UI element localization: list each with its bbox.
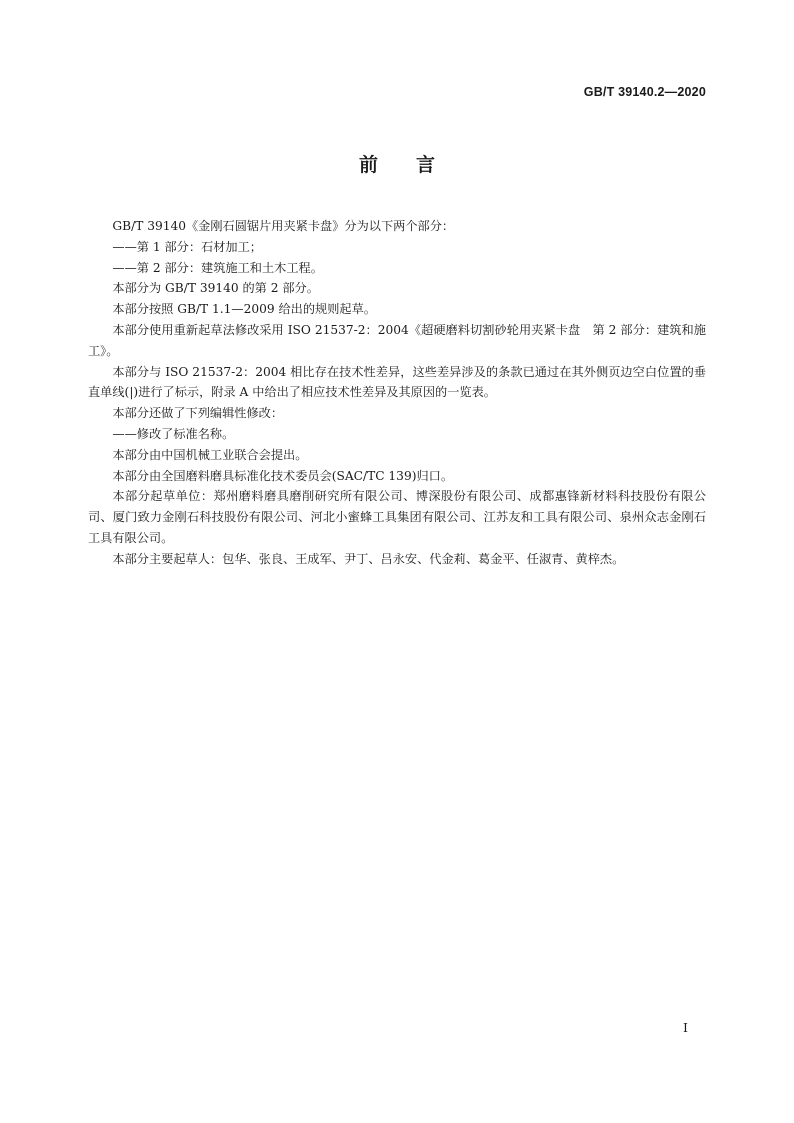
paragraph-main-drafters: 本部分主要起草人：包华、张良、王成军、尹丁、吕永安、代金莉、葛金平、任淑青、黄梓杰。: [112, 551, 625, 566]
paragraph-drafting-rules: 本部分按照 GB/T 1.1—2009 给出的规则起草。: [112, 302, 376, 317]
paragraph-proposed-by: 本部分由中国机械工业联合会提出。: [112, 447, 308, 462]
paragraph-this-part: 本部分为 GB/T 39140 的第 2 部分。: [112, 281, 319, 296]
paragraph-drafting-units: 本部分起草单位：郑州磨料磨具磨削研究所有限公司、博深股份有限公司、成都惠锋新材料科技股份有限公司、厦门致力金刚石科技股份有限公司、河北小蜜蜂工具集团有限公司、江苏友和工具有限公司、泉州众志金刚石工具有限公司。: [88, 489, 706, 545]
paragraph-editorial-changes: 本部分还做了下列编辑性修改：: [112, 406, 284, 421]
paragraph-under-jurisdiction: 本部分由全国磨料磨具标准化技术委员会(SAC/TC 139)归口。: [112, 468, 454, 483]
paragraph-technical-differences: 本部分与 ISO 21537-2：2004 相比存在技术性差异，这些差异涉及的条款已通过在其外侧页边空白位置的垂直单线(|)进行了标示，附录 A 中给出了相应技术性差异及其原因的一览表。: [88, 364, 706, 400]
paragraph-structure-intro: GB/T 39140《金刚石圆锯片用夹紧卡盘》分为以下两个部分：: [112, 219, 455, 233]
paragraph-part-2: ——第 2 部分：建筑施工和土木工程。: [112, 260, 323, 275]
paragraph-title-change: ——修改了标准名称。: [112, 426, 235, 441]
standard-number: GB/T 39140.2—2020: [583, 85, 706, 99]
foreword-body: [88, 216, 706, 570]
page-number: I: [683, 1020, 688, 1035]
page-title: 前言: [358, 154, 473, 176]
paragraph-part-1: ——第 1 部分：石材加工；: [112, 239, 262, 254]
paragraph-iso-adoption: 本部分使用重新起草法修改采用 ISO 21537-2：2004《超硬磨料切割砂轮用夹紧卡盘 第 2 部分：建筑和施工》。: [88, 322, 706, 358]
